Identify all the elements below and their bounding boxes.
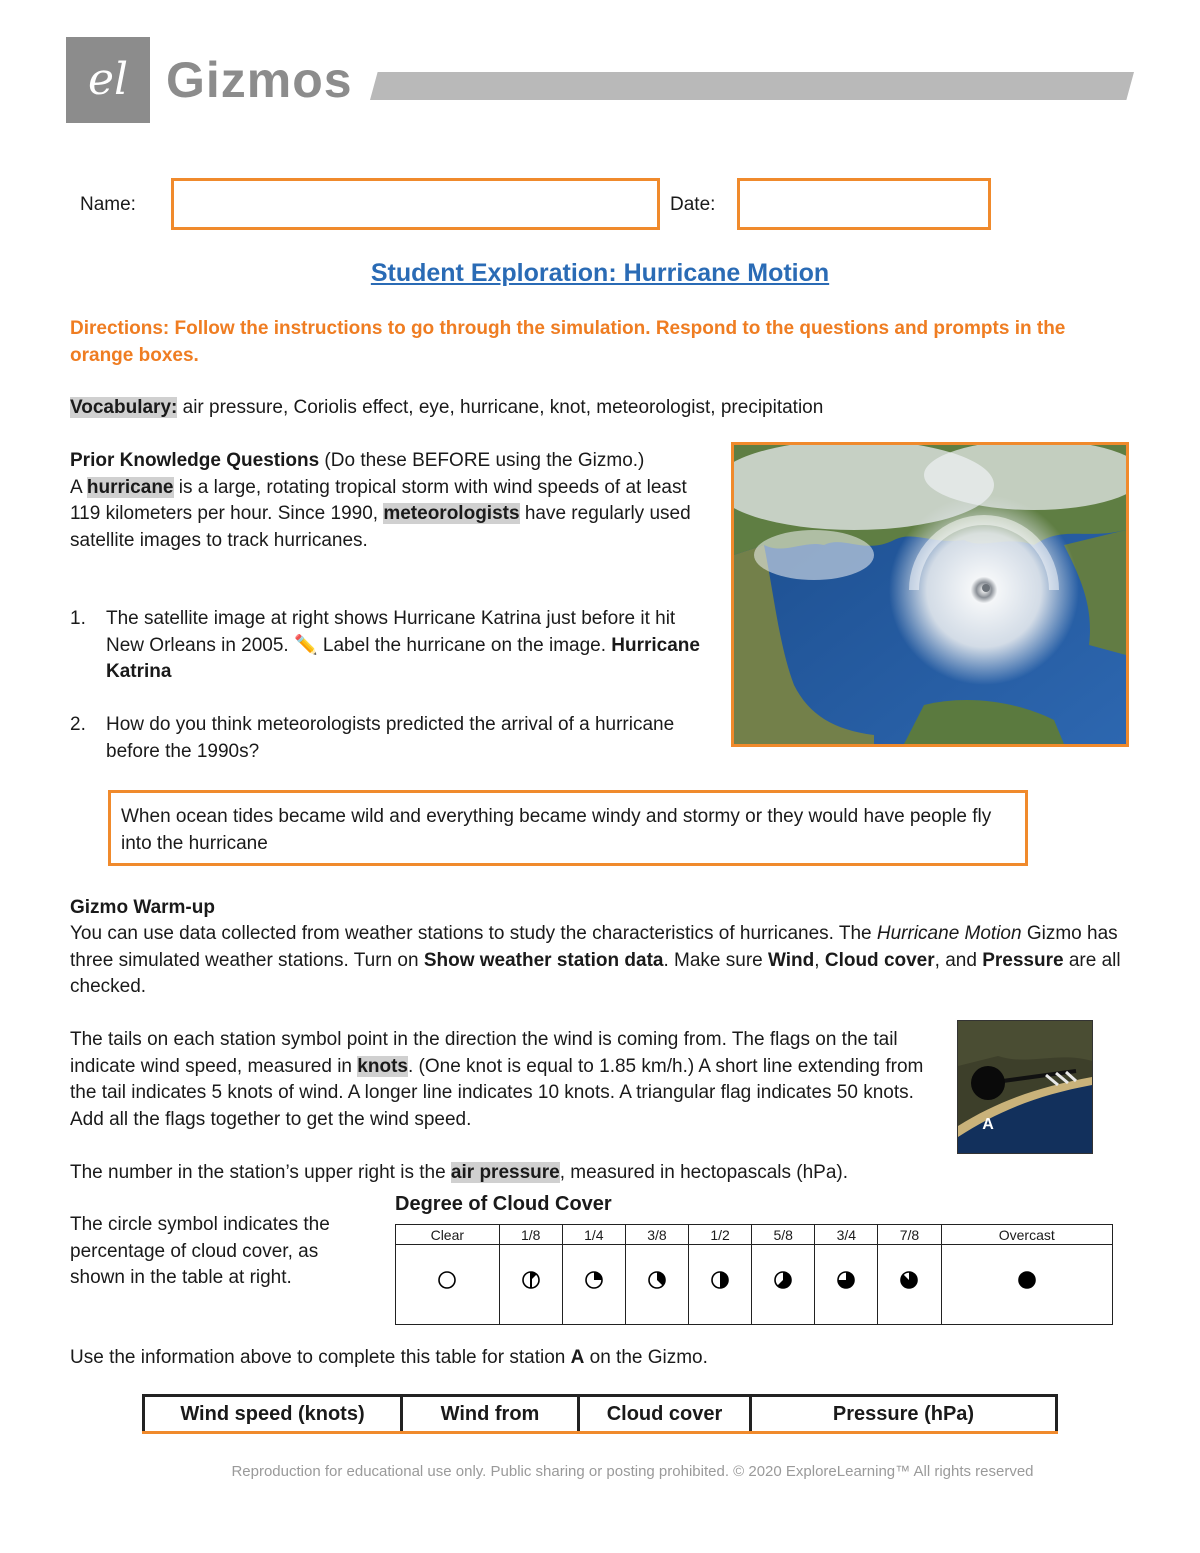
warmup-text: , and — [934, 949, 983, 971]
term-knots: knots — [357, 1055, 408, 1077]
cloud-level-label: 3/4 — [815, 1225, 878, 1245]
cloud-cover-term: Cloud cover — [824, 949, 935, 971]
prior-intro: A — [70, 476, 87, 498]
cloud-level-label: 1/8 — [499, 1225, 562, 1245]
cloud-cover-circle-icon — [899, 1270, 919, 1290]
vocabulary-terms: air pressure, Coriolis effect, eye, hurricane, knot, meteorologist, precipitation — [177, 397, 824, 418]
prior-heading: Prior Knowledge Questions — [70, 450, 320, 471]
cloud-level-label: 1/4 — [562, 1225, 625, 1245]
cloud-level-symbol-cell — [815, 1245, 878, 1325]
cloud-level-symbol-cell — [752, 1245, 815, 1325]
station-a-ref: A — [570, 1347, 585, 1368]
date-label: Date: — [670, 194, 716, 215]
warmup-text: You can use data collected from weather stations to study the characteristics of hurricanes. The — [70, 923, 877, 944]
tails-text: . (One knot is equal to 1.85 km/h.) A short line extending from the tail indicates 5 knots of wind. A longer line indicates 10 knots. A triangular flag indicates 50 knots. Add all the flags together to get the wind speed. — [70, 1055, 924, 1130]
cloud-cover-paragraph: The circle symbol indicates the percentage of cloud cover, as shown in the table at right. — [70, 1214, 330, 1288]
cloud-cover-circle-icon — [437, 1270, 457, 1290]
question-text: How do you think meteorologists predicted the arrival of a hurricane before the 1990s? — [106, 714, 675, 762]
prior-heading-note: (Do these BEFORE using the Gizmo.) — [319, 450, 645, 471]
warmup-text: are all checked. — [70, 949, 1121, 997]
pressure-text: The number in the station’s upper right is the — [70, 1162, 451, 1183]
cloud-level-symbol-cell — [625, 1245, 688, 1325]
header-wind-speed: Wind speed (knots) — [144, 1396, 402, 1433]
use-info-text: on the Gizmo. — [584, 1347, 708, 1368]
cloud-cover-circle-icon — [710, 1270, 730, 1290]
tails-paragraph — [70, 1027, 950, 1133]
warmup-text: , — [814, 949, 825, 971]
cloud-cover-table — [395, 1224, 1113, 1325]
station-symbol-graphic — [958, 1021, 1092, 1153]
gizmo-name: Hurricane Motion — [876, 923, 1022, 944]
cloud-level-symbol-cell — [396, 1245, 500, 1325]
term-hurricane: hurricane — [86, 476, 174, 498]
cloud-level-label: 3/8 — [625, 1225, 688, 1245]
date-field[interactable] — [737, 178, 991, 230]
prior-intro-cont: is a large, rotating tropical storm with wind speeds of at least 119 kilometers per hour. Since 1990, — [70, 476, 687, 524]
cloud-cover-circle-icon — [1017, 1270, 1037, 1290]
logo-mark: el — [87, 54, 129, 105]
header-bar — [370, 72, 1134, 100]
warmup-paragraph — [70, 921, 1130, 1001]
pressure-text: , measured in hectopascals (hPa). — [559, 1162, 849, 1183]
question-2 — [70, 712, 710, 765]
question-number: 1. — [70, 608, 86, 629]
term-meteorologists: meteorologists — [383, 503, 520, 524]
cloud-level-symbol-cell — [562, 1245, 625, 1325]
pressure-term: Pressure — [982, 949, 1064, 971]
header-pressure: Pressure (hPa) — [751, 1396, 1057, 1433]
cloud-level-label: Clear — [396, 1225, 500, 1245]
cloud-cover-circle-icon — [773, 1270, 793, 1290]
question-1-answer[interactable]: Hurricane Katrina — [106, 634, 700, 682]
question-number: 2. — [70, 714, 86, 735]
header-wind-from: Wind from — [402, 1396, 579, 1433]
wind-term: Wind — [768, 949, 815, 971]
vocabulary-label: Vocabulary: — [70, 397, 178, 418]
cloud-level-symbol-cell — [878, 1245, 941, 1325]
cloud-cover-circle-icon — [584, 1270, 604, 1290]
header-cloud-cover: Cloud cover — [579, 1396, 751, 1433]
cloud-level-label: 5/8 — [752, 1225, 815, 1245]
pressure-paragraph — [70, 1160, 848, 1187]
question-1 — [70, 606, 710, 686]
cloud-level-symbol-cell — [941, 1245, 1113, 1325]
footer-copyright: Reproduction for educational use only. Public sharing or posting prohibited. © 2020 ExploreLearning™ All rights reserved — [231, 1463, 1034, 1480]
vocabulary — [70, 395, 823, 422]
name-field[interactable] — [171, 178, 660, 230]
cloud-cover-circle-icon — [647, 1270, 667, 1290]
station-symbol-image — [957, 1020, 1093, 1154]
warmup-text: Gizmo has three simulated weather stations. Turn on — [70, 923, 1118, 971]
cloud-cover-title: Degree of Cloud Cover — [395, 1193, 612, 1215]
cloud-level-symbol-cell — [689, 1245, 752, 1325]
term-air-pressure: air pressure — [450, 1162, 560, 1183]
cloud-level-symbol-cell — [499, 1245, 562, 1325]
cloud-cover-circle-icon — [836, 1270, 856, 1290]
tails-text: The tails on each station symbol point in the direction the wind is coming from. The flags on the tail indicate wind speed, measured in — [70, 1029, 898, 1077]
use-info-text: Use the information above to complete this table for station — [70, 1347, 571, 1368]
prior-intro-end: have regularly used satellite images to track hurricanes. — [70, 503, 691, 551]
warmup-text: . Make sure — [663, 949, 769, 971]
cloud-level-label: 7/8 — [878, 1225, 941, 1245]
hurricane-katrina-satellite-image — [731, 442, 1129, 747]
directions: Directions: Follow the instructions to go through the simulation. Respond to the questions and prompts in the orange boxes. — [70, 318, 1066, 366]
question-2-answer-box[interactable]: When ocean tides became wild and everything became windy and stormy or they would have people fly into the hurricane — [108, 790, 1028, 866]
use-info-paragraph — [70, 1345, 708, 1372]
satellite-image-graphic — [734, 445, 1126, 744]
prior-knowledge — [70, 448, 710, 554]
station-a-answer-table — [142, 1394, 1058, 1434]
question-text: The satellite image at right shows Hurricane Katrina just before it hit New Orleans in 2005. ✏️ Label the hurricane on the image. — [106, 608, 676, 656]
name-label: Name: — [80, 194, 136, 215]
brand-title: Gizmos — [166, 52, 353, 108]
cloud-level-label: 1/2 — [689, 1225, 752, 1245]
station-label: A — [982, 1116, 994, 1133]
page-title: Student Exploration: Hurricane Motion — [370, 259, 830, 287]
show-station-data-term: Show weather station data — [423, 949, 664, 971]
cloud-level-label: Overcast — [941, 1225, 1113, 1245]
explorelearning-logo — [66, 37, 150, 123]
warmup-heading: Gizmo Warm-up — [70, 897, 215, 918]
cloud-cover-circle-icon — [521, 1270, 541, 1290]
